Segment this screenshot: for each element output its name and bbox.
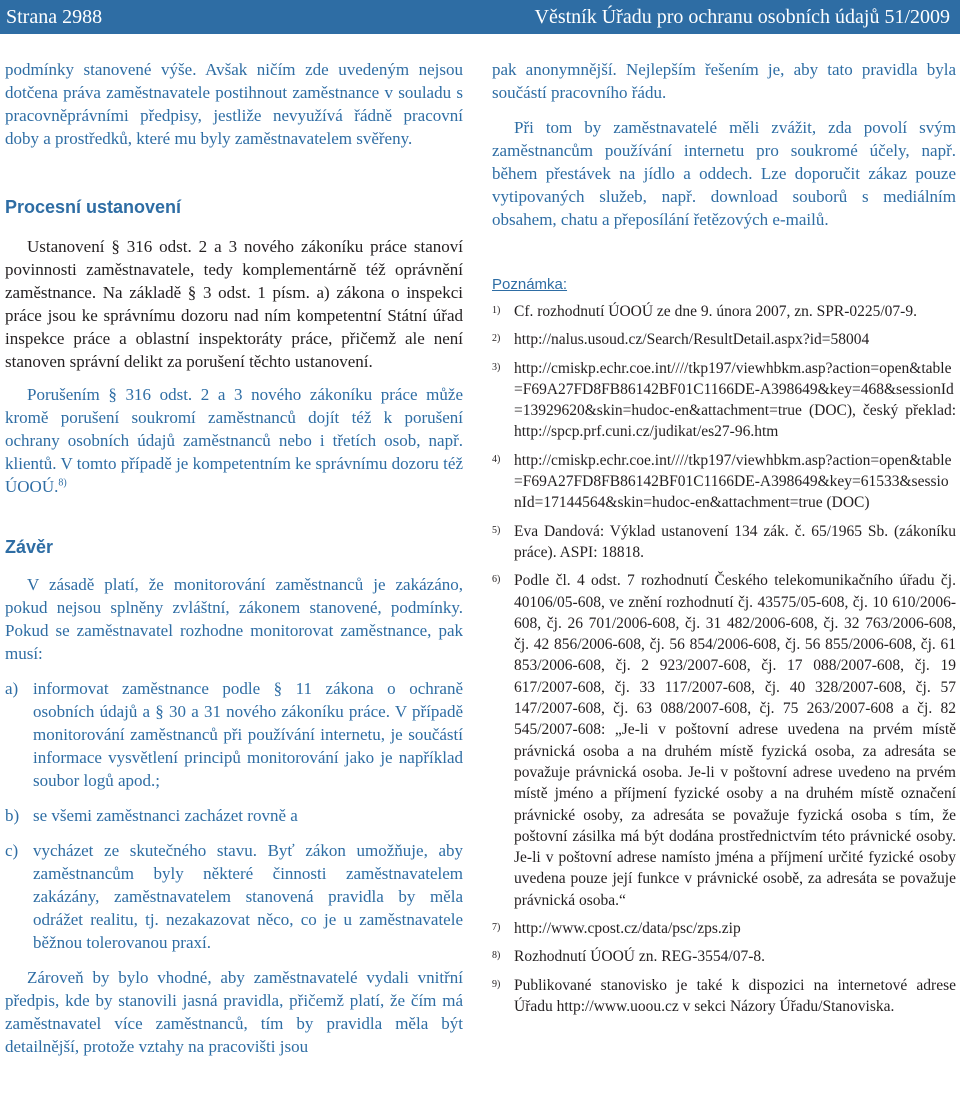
footnotes-list	[492, 301, 956, 1017]
footnote-3: 3) http://cmiskp.echr.coe.int////tkp197/viewhbkm.asp?action=open&table=F69A27FD8FB86142BF01C1166DE-A398649&key=468&sessionId=13929620&skin=hudoc-en&attachment=true (DOC), český překlad: http://spcp.prf.cuni.cz/judikat/es27-96.htm	[492, 359, 956, 441]
left-column	[5, 58, 463, 1058]
footnote-2: 2) http://nalus.usoud.cz/Search/ResultDetail.aspx?id=58004	[492, 331, 870, 349]
paragraph-ustanoveni: Ustanovení § 316 odst. 2 a 3 nového zákoníku práce stanoví povinnosti zaměstnavatele, tedy komplementárně též oprávnění zaměstnance. Na základě § 3 odst. 1 písm. a) zákona o inspekci práce jsou ke správnímu dozoru nad ním kompetentní Státní úřad inspekce práce a oblastní inspektoráty práce, přičemž ale není stanoven správní delikt za porušení těchto ustanovení.	[5, 237, 463, 371]
footnote-9: 9) Publikované stanovisko je také k dispozici na internetové adrese Úřadu http://www.uoou.cz v sekci Názory Úřadu/Stanoviska.	[492, 976, 956, 1015]
paragraph-continuation: pak anonymnější. Nejlepším řešením je, aby tato pravidla byla součástí pracovního řádu.	[492, 60, 956, 102]
list-item-c: c) vycházet ze skutečného stavu. Byť zákon umožňuje, aby zaměstnancům byly některé činnosti zaměstnavatelem zakázány, zaměstnavatelem stanovená pravidla by měla odrážet realitu, tj. nezakazovat něco, co je u zaměstnavatele běžnou tolerovanou praxí.	[5, 841, 463, 952]
notes-title: Poznámka:	[492, 276, 568, 293]
paragraph-poruseni: Porušením § 316 odst. 2 a 3 nového zákoníku práce může kromě porušení soukromí zaměstnanců dojít též k porušení ochrany osobních údajů zaměstnanců nebo i třetích osob, např. klientů. V tomto případě je kompetentním ke správnímu dozoru též ÚOOÚ.$^{8)}$	[5, 385, 463, 496]
footnote-5: 5) Eva Dandová: Výklad ustanovení 134 zák. č. 65/1965 Sb. (zákoníku práce). ASPI: 18818.	[492, 522, 956, 561]
journal-title: Věstník Úřadu pro ochranu osobních údajů 51/2009	[534, 6, 950, 28]
footnote-1: 1) Cf. rozhodnutí ÚOOÚ ze dne 9. února 2007, zn. SPR-0225/07-9.	[492, 303, 917, 320]
heading-zaver: Závěr	[5, 537, 54, 557]
right-column	[492, 58, 956, 1017]
list-item-a: a) informovat zaměstnance podle § 11 zákona o ochraně osobních údajů a § 30 a 31 nového zákoníku práce. V případě monitorování zaměstnanců při používání internetu, je součástí informace vysvětlení principů monitorování jako je například soubor logů apod.;	[5, 679, 463, 790]
footnote-4: 4) http://cmiskp.echr.coe.int////tkp197/viewhbkm.asp?action=open&table=F69A27FD8FB86142BF01C1166DE-A398649&key=61533&sessionId=17144564&skin=hudoc-en&attachment=true (DOC)	[492, 451, 952, 512]
footnote-6: 6) Podle čl. 4 odst. 7 rozhodnutí Českého telekomunikačního úřadu čj. 40106/05-608, ve znění rozhodnutí čj. 43575/05-608, čj. 10 610/2006-608, čj. 26 701/2006-608, čj. 31 482/2006-608, čj. 32 763/2006-608, čj. 42 856/2006-608, čj. 56 854/2006-608, čj. 56 855/2006-608, čj. 61 853/2006-608, čj. 2 923/2007-608, čj. 17 088/2007-608, čj. 19 617/2007-608, čj. 33 117/2007-608, čj. 40 328/2007-608, čj. 57 147/2007-608, čj. 63 088/2007-608, čj. 75 263/2007-608 a čj. 82 545/2007-608: „Je-li v poštovní adrese uvedena na prvém místě právnická osoba a na druhém místě fyzická osoba, za adresáta se považuje právnická osoba. Je-li v poštovní adrese uvedeno na prvém místě jméno a příjmení fyzické osoby a na druhém místě označení právnické osoby, za adresáta se považuje fyzická osoba s tím, že poštovní zásilka má být dodána prostřednictvím této právnické osoby. Je-li v poštovní adrese namísto jména a příjmení určité fyzické osoby uvedena pouze její funkce v právnické osobě, za adresáta se považuje právnická osoba.“	[492, 572, 956, 909]
page-number: Strana 2988	[6, 6, 103, 28]
page-header	[0, 0, 960, 34]
intro-paragraph: podmínky stanovené výše. Avšak ničím zde uvedeným nejsou dotčena práva zaměstnavatele postihnout zaměstnance v souladu s pracovněprávními předpisy, jestliže nevyužívá řádně pracovní doby a prostředků, které mu byly zaměstnavatelem svěřeny.	[5, 60, 463, 148]
footnote-8: 8) Rozhodnutí ÚOOÚ zn. REG-3554/07-8.	[492, 948, 765, 966]
paragraph-zaver: V zásadě platí, že monitorování zaměstnanců je zakázáno, pokud nejsou splněny zvláštní, zákonem stanovené, podmínky. Pokud se zaměstnavatel rozhodne monitorovat zaměstnance, pak musí:	[5, 575, 463, 663]
list-item-b: b) se všemi zaměstnanci zacházet rovně a	[5, 806, 298, 825]
paragraph-zaroven: Zároveň by bylo vhodné, aby zaměstnavatelé vydali vnitřní předpis, kde by stanovili jasná pravidla, přičemž platí, že čím má zaměstnavatel více zaměstnanců, tím by pravidla měla být detailnější, protože vztahy na pracovišti jsou	[5, 968, 463, 1056]
heading-procesni: Procesní ustanovení	[5, 197, 182, 217]
paragraph-pritom: Při tom by zaměstnavatelé měli zvážit, zda povolí svým zaměstnancům používání internetu pro soukromé účely, např. během přestávek na jídlo a oddech. Lze doporučit zákaz pouze vytipovaných služeb, např. download souborů s mediálním obsahem, chatu a přeposílání řetězových e-mailů.	[492, 118, 956, 229]
footnote-ref: 8)	[58, 477, 67, 489]
footnote-7: 7) http://www.cpost.cz/data/psc/zps.zip	[492, 920, 741, 938]
